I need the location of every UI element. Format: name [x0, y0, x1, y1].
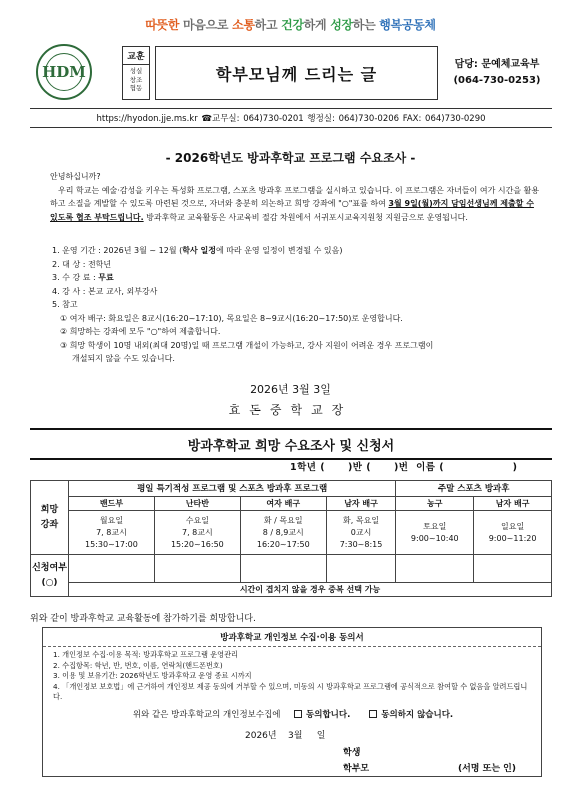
course-schedule: 화, 목요일 0교시 7:30~8:15 — [326, 511, 396, 555]
apply-cell-band[interactable] — [69, 555, 155, 583]
signature-note: (서명 또는 인) — [458, 764, 516, 774]
school-slogan: 따뜻한 마음으로 소통하고 건강하게 성장하는 행복공동체 — [145, 18, 436, 32]
notice-intro: 안녕하십니까? 우리 학교는 예술·감성을 키우는 특성화 프로그램, 스포츠 방과후 프로그램을 실시하고 있습니다. 이 프로그램은 자녀들이 여가 시간을 활용하고 소질을 계발할 수 있도록 마련된 것으로, 자녀와 충분히 의논하고 희망 강좌에 "○"표를 하여 3월 9일(월)까지 담임선생님께 제출할 수 있도록 협조 부탁드립니다. 방과후학교 교육활동은 사교육비 절감 차원에서 서귀포시교육지원청 지원금으로 운영됩니다. — [50, 172, 540, 222]
contact-line: https://hyodon.jje.ms.kr ☎교무실: 064)730-0201 행정실: 064)730-0206 FAX: 064)730-0290 — [30, 108, 552, 128]
row-label-courses: 희망 강좌 — [31, 481, 69, 555]
apply-cell-girls-volleyball[interactable] — [240, 555, 326, 583]
letter-header — [30, 40, 552, 102]
list-item: 4. 「개인정보 보호법」에 근거하여 개인정보 제공 동의에 거부할 수 있으며, 미동의 시 방과후학교 프로그램에 공식적으로 참여할 수 없음을 알려드립니다. — [53, 681, 528, 701]
course-name: 난타반 — [154, 497, 240, 511]
letter-title: 학부모님께 드리는 글 — [155, 46, 438, 100]
course-schedule: 월요일 7, 8교시 15:30~17:00 — [69, 511, 155, 555]
course-name: 밴드부 — [69, 497, 155, 511]
course-name: 남자 배구 — [474, 497, 552, 511]
parent-signature-field[interactable]: 학부모 — [343, 764, 370, 774]
form-title: 방과후학교 희망 수요조사 및 신청서 — [30, 428, 552, 460]
school-emblem-icon — [36, 44, 92, 100]
checkbox-icon — [369, 710, 377, 718]
department-info: 담당: 문예체교육부 (064-730-0253) — [453, 59, 541, 86]
school-motto: 교훈 성실 창조 협동 — [122, 46, 150, 100]
course-schedule: 수요일 7, 8교시 15:20~16:50 — [154, 511, 240, 555]
school-name: 효돈중학교장 — [228, 403, 353, 417]
course-name: 남자 배구 — [326, 497, 396, 511]
list-item: 3. 이용 및 보유기간: 2026학년도 방과후학교 운영 종료 시까지 — [53, 671, 252, 680]
course-schedule: 토요일 9:00~10:40 — [396, 511, 474, 555]
student-signature-field[interactable]: 학생 — [343, 748, 361, 758]
notice-items: 1. 운영 기간 : 2026년 3월 ~ 12월 (학사 일정에 따라 운영 일정이 변경될 수 있음) 2. 대 상 : 전학년 3. 수 강 료 : 무료 4. 강 사 : 본교 교사, 외부강사 5. 참고 ① 여자 배구: 화요일은 8교시(16:20~17:10), 목요일은 8~9교시(16:20~17:50)로 운영합니다. ② 희망하는 강좌에 모두 "○"하여 제출합니다. ③ 희망 학생이 10명 내외(최대 20명)일 때 프로그램 개설이 가능하고, 강사 지원이 어려운 경우 프로그램이 개설되지 않을 수도 있습니다. — [52, 246, 434, 363]
course-application-table — [30, 480, 552, 597]
consent-items — [43, 647, 541, 703]
emblem-mark: HDM — [42, 63, 86, 81]
apply-cell-boys-volleyball[interactable] — [326, 555, 396, 583]
course-schedule: 화 / 목요일 8 / 8,9교시 16:20~17:50 — [240, 511, 326, 555]
consent-choice: 위와 같은 방과후학교의 개인정보수집에 동의합니다. 동의하지 않습니다. — [132, 710, 454, 720]
participation-statement: 위와 같이 방과후학교 교육활동에 참가하기를 희망합니다. — [30, 614, 256, 624]
group-weekday: 평일 특기적성 프로그램 및 스포츠 방과후 프로그램 — [69, 481, 396, 497]
notice-date: 2026년 3월 3일 — [250, 383, 331, 396]
group-weekend: 주말 스포츠 방과후 — [396, 481, 552, 497]
notice-title: - 2026학년도 방과후학교 프로그램 수요조사 - — [165, 151, 416, 165]
apply-cell-basketball[interactable] — [396, 555, 474, 583]
list-item: 2. 수집항목: 학년, 반, 번호, 이름, 연락처(핸드폰번호) — [53, 660, 223, 670]
course-name: 농구 — [396, 497, 474, 511]
list-item: 1. 개인정보 수집·이용 목적: 방과후학교 프로그램 운영관리 — [53, 650, 238, 659]
apply-note: 시간이 겹치지 않을 경우 중복 선택 가능 — [69, 583, 552, 597]
consent-title: 방과후학교 개인정보 수집·이용 동의서 — [43, 628, 541, 647]
student-info-field[interactable]: 1학년 ( )반 ( )번 이름 ( ) — [290, 462, 518, 473]
row-label-apply: 신청여부 (○) — [31, 555, 69, 597]
checkbox-icon — [294, 710, 302, 718]
apply-cell-weekend-volleyball[interactable] — [474, 555, 552, 583]
course-schedule: 일요일 9:00~11:20 — [474, 511, 552, 555]
disagree-checkbox[interactable]: 동의하지 않습니다. — [369, 710, 453, 720]
privacy-consent-box — [42, 627, 542, 777]
agree-checkbox[interactable]: 동의합니다. — [294, 710, 350, 720]
course-name: 여자 배구 — [240, 497, 326, 511]
consent-date: 2026년 3월 일 — [245, 731, 326, 741]
apply-cell-nanta[interactable] — [154, 555, 240, 583]
